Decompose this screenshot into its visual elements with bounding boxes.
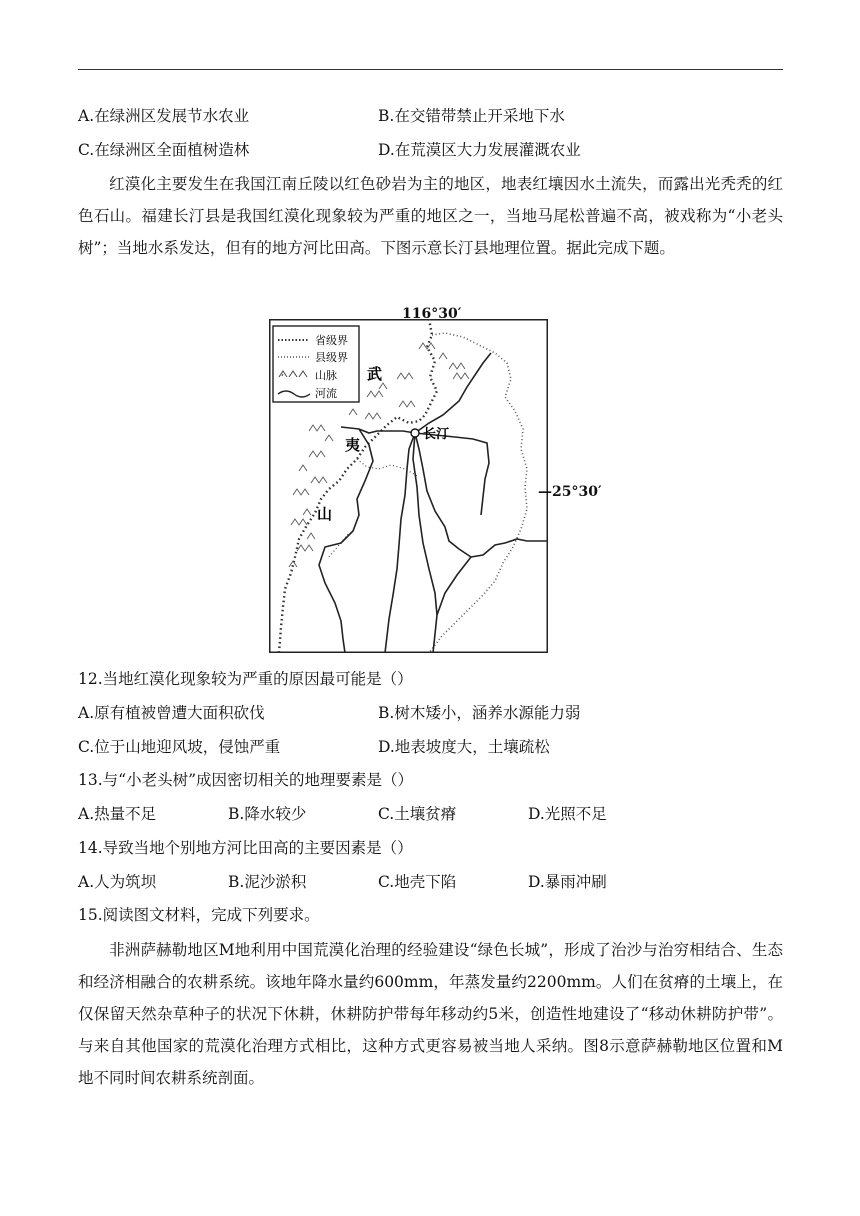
q13-option-a: A.热量不足 [78, 805, 157, 823]
city-label: 长汀 [423, 427, 450, 442]
option-b-prev: B.在交错带禁止开采地下水 [378, 107, 565, 125]
latitude-label-text: 25°30′ [552, 484, 602, 500]
legend-label-province: 省级界 [315, 334, 348, 347]
q14-option-c: C.地壳下陷 [378, 873, 457, 891]
mountain-char-yi: 夷 [345, 436, 361, 454]
option-a-prev: A.在绿洲区发展节水农业 [78, 107, 250, 125]
longitude-label: 116°30′ [402, 306, 462, 322]
intro-paragraph-text: 红漠化主要发生在我国江南丘陵以红色砂岩为主的地区，地表红壤因水土流失，而露出光秃秃的红色石山。福建长汀县是我国红漠化现象较为严重的地区之一，当地马尾松普遍不高，被戏称为“小老头树”；当地水系发达，但有的地方河比田高。下图示意长汀县地理位置。据此完成下题。 [78, 175, 783, 257]
q12-option-a: A.原有植被曾遭大面积砍伐 [78, 704, 265, 722]
q12-option-d: D.地表坡度大，土壤疏松 [378, 738, 550, 756]
q14-option-d: D.暴雨冲刷 [528, 873, 607, 891]
q12-option-c: C.位于山地迎风坡，侵蚀严重 [78, 738, 281, 756]
option-c-prev: C.在绿洲区全面植树造林 [78, 141, 250, 159]
option-d-prev: D.在荒漠区大力发展灌溉农业 [378, 141, 581, 159]
q15-paragraph-text: 非洲萨赫勒地区M地利用中国荒漠化治理的经验建设“绿色长城”，形成了治沙与治穷相结合、生态和经济相融合的农耕系统。该地年降水量约600mm，年蒸发量约2200mm。人们在贫瘠的土壤上，在仅保留天然杂草种子的状况下休耕，休耕防护带每年移动约5米，创造性地建设了“移动休耕防护带”。与来自其他国家的荒漠化治理方式相比，这种方式更容易被当地人采纳。图8示意萨赫勒地区位置和M地不同时间农耕系统剖面。 [78, 941, 783, 1087]
q13-option-b: B.降水较少 [228, 805, 307, 823]
q13-option-c: C.土壤贫瘠 [378, 805, 457, 823]
q14-stem: 14.导致当地个别地方河比田高的主要因素是（） [78, 839, 413, 857]
legend-label-river: 河流 [315, 387, 337, 400]
q13-stem: 13.与“小老头树”成因密切相关的地理要素是（） [78, 771, 413, 789]
q14-option-b: B.泥沙淤积 [228, 873, 307, 891]
q12-option-b: B.树木矮小，涵养水源能力弱 [378, 704, 581, 722]
legend-label-county: 县级界 [315, 351, 348, 364]
q15-paragraph [78, 934, 783, 1094]
q13-option-d: D.光照不足 [528, 805, 607, 823]
q14-option-a: A.人为筑坝 [78, 873, 157, 891]
legend-label-mountain: 山脉 [315, 369, 337, 382]
q12-stem: 12.当地红漠化现象较为严重的原因最可能是（） [78, 670, 413, 688]
mountain-char-shan: 山 [317, 505, 333, 523]
latitude-label: —25°30′ [538, 484, 602, 500]
q15-stem: 15.阅读图文材料，完成下列要求。 [78, 906, 320, 924]
mountain-char-wu: 武 [367, 365, 383, 383]
header-rule [78, 69, 783, 70]
changting-location-map [269, 319, 548, 653]
intro-paragraph [78, 168, 783, 264]
changting-city-marker [411, 429, 419, 437]
